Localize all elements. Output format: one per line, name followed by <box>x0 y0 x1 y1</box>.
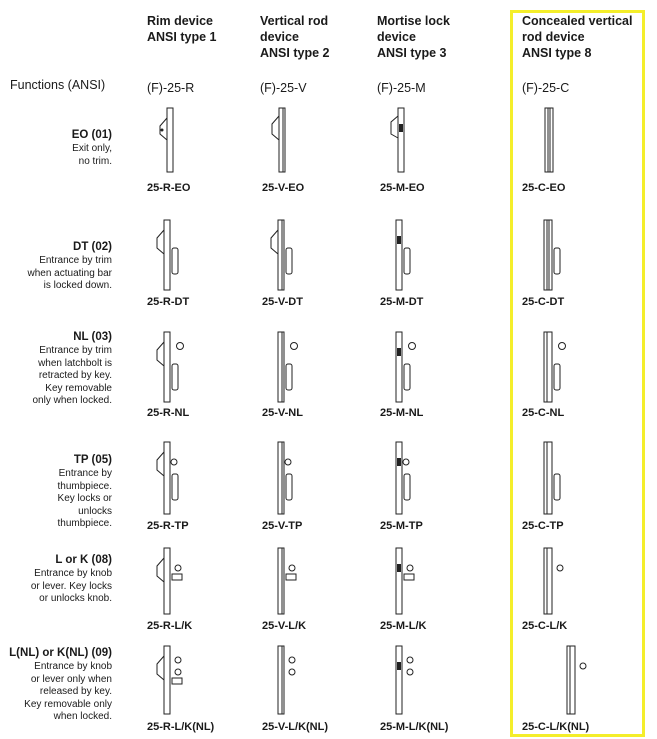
column-header-vertical-rod: Vertical rod device ANSI type 2 <box>260 14 330 60</box>
row-title-lknl: L(NL) or K(NL) (09) <box>9 647 112 659</box>
device-illustration-25-m-eo <box>385 106 415 174</box>
column-code-mortise: (F)-25-M <box>377 81 426 95</box>
row-desc-eo: Exit only, no trim. <box>72 143 112 167</box>
model-25-v-lk: 25-V-L/K <box>262 620 307 632</box>
device-illustration-25-m-tp <box>382 440 422 516</box>
model-25-m-dt: 25-M-DT <box>380 296 424 308</box>
device-illustration-25-c-eo <box>533 106 563 174</box>
column-header-concealed: Concealed vertical rod device ANSI type 8 <box>522 14 633 60</box>
model-25-m-eo: 25-M-EO <box>380 182 425 194</box>
model-25-r-nl: 25-R-NL <box>147 407 190 419</box>
row-title-lk: L or K (08) <box>55 554 112 566</box>
model-25-v-tp: 25-V-TP <box>262 520 303 532</box>
model-25-v-dt: 25-V-DT <box>262 296 303 308</box>
column-code-concealed: (F)-25-C <box>522 81 570 95</box>
model-25-m-lk: 25-M-L/K <box>380 620 427 632</box>
model-25-r-dt: 25-R-DT <box>147 296 190 308</box>
device-illustration-25-v-lk <box>264 546 308 616</box>
device-illustration-25-c-lknl <box>555 644 595 716</box>
device-illustration-25-r-eo <box>155 106 185 174</box>
model-25-m-lknl: 25-M-L/K(NL) <box>380 721 449 733</box>
model-25-c-eo: 25-C-EO <box>522 182 566 194</box>
device-illustration-25-r-lknl <box>150 644 194 716</box>
row-desc-tp: Entrance by thumbpiece. Key locks or unlocks thumbpiece. <box>57 468 112 529</box>
row-title-dt: DT (02) <box>73 241 112 253</box>
model-25-r-lk: 25-R-L/K <box>147 620 193 632</box>
model-25-v-eo: 25-V-EO <box>262 182 305 194</box>
functions-label: Functions (ANSI) <box>10 78 106 92</box>
row-desc-nl: Entrance by trim when latchbolt is retracted by key. Key removable only when locked. <box>32 345 112 406</box>
model-25-v-nl: 25-V-NL <box>262 407 303 419</box>
column-code-rim: (F)-25-R <box>147 81 195 95</box>
column-header-rim: Rim device ANSI type 1 <box>147 14 217 44</box>
model-25-c-lk: 25-C-L/K <box>522 620 568 632</box>
model-25-c-tp: 25-C-TP <box>522 520 564 532</box>
device-illustration-25-c-dt <box>530 218 570 292</box>
device-illustration-25-v-tp <box>264 440 304 516</box>
device-illustration-25-c-nl <box>530 330 574 404</box>
device-illustration-25-r-dt <box>150 218 190 292</box>
model-25-c-lknl: 25-C-L/K(NL) <box>522 721 590 733</box>
model-25-m-tp: 25-M-TP <box>380 520 423 532</box>
device-illustration-25-m-lknl <box>382 644 426 716</box>
row-title-tp: TP (05) <box>73 454 112 466</box>
model-25-c-dt: 25-C-DT <box>522 296 565 308</box>
model-25-r-lknl: 25-R-L/K(NL) <box>147 721 215 733</box>
model-25-m-nl: 25-M-NL <box>380 407 424 419</box>
model-25-r-eo: 25-R-EO <box>147 182 191 194</box>
device-illustration-25-v-dt <box>264 218 304 292</box>
model-25-c-nl: 25-C-NL <box>522 407 565 419</box>
row-title-nl: NL (03) <box>73 331 112 343</box>
device-illustration-25-r-tp <box>150 440 190 516</box>
column-code-vertical-rod: (F)-25-V <box>260 81 307 95</box>
device-illustration-25-c-lk <box>530 546 574 616</box>
device-illustration-25-m-nl <box>382 330 426 404</box>
row-title-eo: EO (01) <box>71 129 112 141</box>
row-desc-lknl: Entrance by knob or lever only when released by key. Key removable only when locked. <box>24 661 112 722</box>
device-illustration-25-v-eo <box>266 106 296 174</box>
model-25-v-lknl: 25-V-L/K(NL) <box>262 721 328 733</box>
column-header-mortise: Mortise lock device ANSI type 3 <box>377 14 450 60</box>
model-25-r-tp: 25-R-TP <box>147 520 189 532</box>
row-desc-lk: Entrance by knob or lever. Key locks or unlocks knob. <box>30 568 112 604</box>
device-illustration-25-r-lk <box>150 546 194 616</box>
device-illustration-25-v-lknl <box>264 644 308 716</box>
device-illustration-25-m-lk <box>382 546 426 616</box>
device-illustration-25-v-nl <box>264 330 308 404</box>
row-desc-dt: Entrance by trim when actuating bar is locked down. <box>27 255 112 291</box>
device-illustration-25-c-tp <box>530 440 570 516</box>
device-illustration-25-m-dt <box>382 218 422 292</box>
device-illustration-25-r-nl <box>150 330 194 404</box>
